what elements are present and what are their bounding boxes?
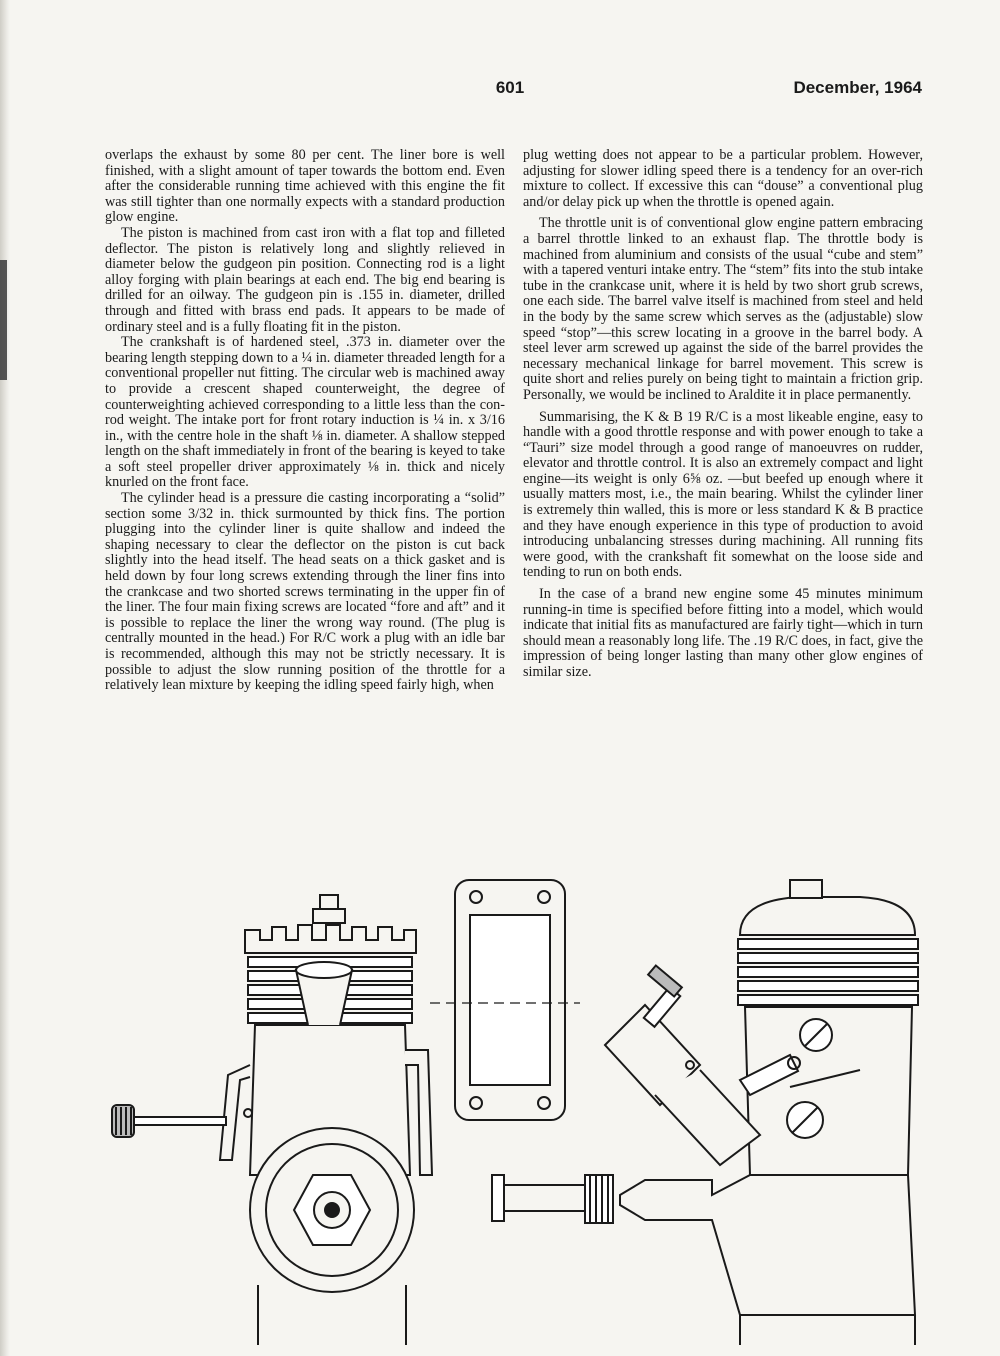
mounting-plate-view	[430, 880, 580, 1120]
right-text-column	[523, 148, 923, 681]
paragraph: The throttle unit is of conventional glow engine pattern embracing a barrel throttle linked to an exhaust flap. The throttle body is machined from aluminium and consists of the usual “cube and stem” with a tapered venturi intake entry. The “stem” fits into the stub intake tube in the crankcase unit, where it is held by two short grub screws, one each side. The barrel valve itself is machined from steel and held in the body by the same screw which serves as the (adjustable) slow speed “stop”—this screw locating in a groove in the barrel body. A steel lever arm screwed up against the side of the barrel provides the necessary mechanical linkage for barrel movement. This screw is quite short and relies purely on being tight to maintain a friction grip. Personally, we would be inclined to Araldite it in place permanently.	[523, 215, 923, 403]
left-text-column	[105, 148, 505, 694]
page-date: December, 1964	[793, 78, 922, 97]
page-binding-edge	[0, 0, 10, 1356]
paragraph: The piston is machined from cast iron with a flat top and filleted deflector. The piston is relatively long and slightly relieved in diameter below the gudgeon pin position. Connecting rod is a light alloy forging with plain bearings at each end. The big end bearing is drilled for an oilway. The gudgeon pin is .155 in. diameter, drilled through and fitted with brass end pads. It appears to be made of ordinary steel and is a fully floating fit in the piston.	[105, 224, 505, 335]
paragraph: plug wetting does not appear to be a particular problem. However, adjusting for slower idling speed there is a tendency for an over-rich mixture to collect. If excessive this can “douse” a conventional plug and/or delay pick up when the throttle is opened again.	[523, 147, 923, 210]
paragraph: Summarising, the K & B 19 R/C is a most likeable engine, easy to handle with a good throttle response and with power enough to take a “Tauri” size model through a good range of manoeuvres on rudder, elevator and throttle control. It is also an extremely compact and light engine—its weight is only 6⅝ oz. —but beefed up enough where it usually matters most, i.e., the main bearing. Whilst the cylinder liner is extremely thin walled, this is more or less standard K & B practice and they have enough experience in this type of production to avoid introducing unbalancing stresses during machining. All running fits were good, with the crankshaft fit somewhat on the loose side and tending to run on both ends.	[523, 408, 923, 581]
paragraph: The cylinder head is a pressure die casting incorporating a “solid” section some 3/32 in. thick surmounted by thick fins. The portion plugging into the cylinder liner is quite shallow and indeed the shaping necessary to clear the deflector on the piston is cut back slightly into the head itself. The head seats on a thick gasket and is held down by four long screws extending through the liner fins into the crankcase and two shorted screws terminating in the upper fin of the liner. The four main fixing screws are located “fore and aft” and it is possible to replace the liner the wrong way round. (The plug is centrally mounted in the head.) For R/C work a plug with an idle bar is recommended, although this may not be strictly necessary. It is possible to adjust the slow running position of the throttle for a relatively lean mixture by keeping the idling speed fairly high, when	[105, 490, 505, 694]
engine-drawing	[100, 875, 960, 1345]
engine-front-view	[112, 895, 432, 1345]
paragraph: The crankshaft is of hardened steel, .373 in. diameter over the bearing length stepping down to a ¼ in. diameter threaded length for a conventional propeller nut fitting. The circular web is machined away to provide a crescent shaped counterweight, the degree of counterweighting achieved corresponding to a little less than the con-rod weight. The intake port for front rotary induction is ¼ in. x 3/16 in., with the centre hole in the shaft ⅛ in. diameter. A shallow stepped length on the shaft immediately in front of the bearing is keyed to take a soft steel propeller driver approximately ⅛ in. thick and nicely knurled on the front face.	[105, 334, 505, 491]
engine-line-drawing	[100, 875, 960, 1345]
paragraph: In the case of a brand new engine some 45 minutes minimum running-in time is specified before fitting into a model, which would indicate that initial fits as manufactured are fairly tight—which in turn should mean a reasonably long life. The .19 R/C does, in fact, give the impression of being longer lasting than many other glow engines of similar size.	[523, 586, 923, 680]
page-number: 601	[495, 78, 525, 97]
paragraph: overlaps the exhaust by some 80 per cent. The liner bore is well finished, with a slight amount of taper towards the bottom end. Even after the considerable running time achieved with this engine the fit was still tighter than one normally expects with a standard production glow engine.	[105, 147, 505, 226]
binding-mark	[0, 260, 7, 380]
